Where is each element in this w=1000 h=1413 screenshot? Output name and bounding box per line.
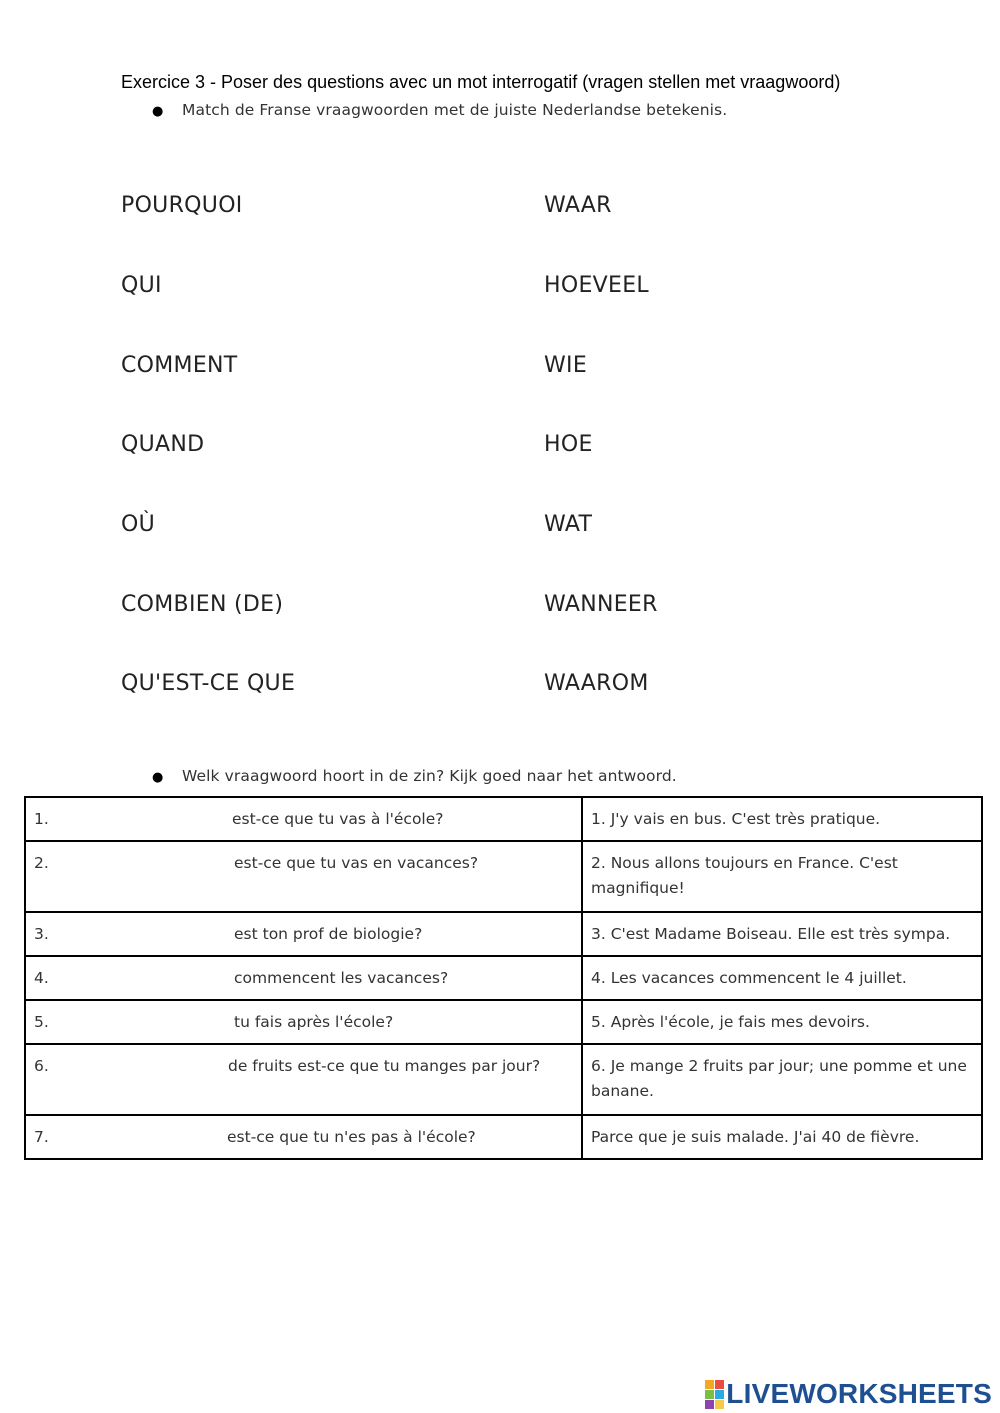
bullet-icon: ● bbox=[152, 770, 164, 785]
question-text: commencent les vacances? bbox=[234, 969, 449, 987]
instruction-matching-text: Match de Franse vraagwoorden met de juiste Nederlandse betekenis. bbox=[182, 101, 728, 119]
instruction-matching bbox=[152, 101, 727, 119]
table-row bbox=[25, 797, 982, 841]
answer-cell: 6. Je mange 2 fruits par jour; une pomme et une banane. bbox=[582, 1044, 982, 1115]
question-number: 3. bbox=[34, 925, 49, 943]
table-row bbox=[25, 841, 982, 912]
bullet-icon: ● bbox=[152, 104, 164, 119]
answer-cell: 1. J'y vais en bus. C'est très pratique. bbox=[582, 797, 982, 841]
french-word: OÙ bbox=[121, 512, 156, 537]
table-row bbox=[25, 912, 982, 956]
liveworksheets-logo bbox=[705, 1378, 992, 1410]
logo-icon bbox=[705, 1380, 724, 1409]
question-cell bbox=[25, 1000, 582, 1044]
question-number: 7. bbox=[34, 1128, 49, 1146]
french-word: COMMENT bbox=[121, 353, 238, 378]
instruction-fill-text: Welk vraagwoord hoort in de zin? Kijk goed naar het antwoord. bbox=[182, 767, 677, 785]
question-text: est-ce que tu n'es pas à l'école? bbox=[227, 1128, 476, 1146]
french-word: COMBIEN (DE) bbox=[121, 592, 284, 617]
question-text: tu fais après l'école? bbox=[234, 1013, 394, 1031]
dutch-word: HOEVEEL bbox=[544, 273, 649, 298]
logo-text: LIVEWORKSHEETS bbox=[726, 1378, 992, 1409]
question-number: 6. bbox=[34, 1057, 49, 1075]
answer-cell: 2. Nous allons toujours en France. C'est magnifique! bbox=[582, 841, 982, 912]
question-text: est-ce que tu vas à l'école? bbox=[232, 810, 444, 828]
question-answer-table bbox=[24, 796, 983, 1160]
question-number: 4. bbox=[34, 969, 49, 987]
answer-cell: 4. Les vacances commencent le 4 juillet. bbox=[582, 956, 982, 1000]
dutch-word: HOE bbox=[544, 432, 593, 457]
question-cell bbox=[25, 956, 582, 1000]
answer-cell: 3. C'est Madame Boiseau. Elle est très sympa. bbox=[582, 912, 982, 956]
question-number: 2. bbox=[34, 854, 49, 872]
question-cell bbox=[25, 1115, 582, 1159]
dutch-word: WANNEER bbox=[544, 592, 658, 617]
table-row bbox=[25, 956, 982, 1000]
dutch-word: WIE bbox=[544, 353, 588, 378]
french-word: POURQUOI bbox=[121, 193, 243, 218]
question-cell bbox=[25, 1044, 582, 1115]
question-cell bbox=[25, 797, 582, 841]
question-text: de fruits est-ce que tu manges par jour? bbox=[228, 1057, 541, 1075]
french-word: QUAND bbox=[121, 432, 205, 457]
french-word: QUI bbox=[121, 273, 162, 298]
exercise-title: Exercice 3 - Poser des questions avec un mot interrogatif (vragen stellen met vraagwoord) bbox=[121, 72, 841, 92]
dutch-word: WAT bbox=[544, 512, 593, 537]
table-row bbox=[25, 1000, 982, 1044]
question-text: est-ce que tu vas en vacances? bbox=[234, 854, 479, 872]
table-row bbox=[25, 1044, 982, 1115]
dutch-word: WAAR bbox=[544, 193, 612, 218]
dutch-word: WAAROM bbox=[544, 671, 649, 696]
question-cell bbox=[25, 841, 582, 912]
answer-cell: Parce que je suis malade. J'ai 40 de fièvre. bbox=[582, 1115, 982, 1159]
question-text: est ton prof de biologie? bbox=[234, 925, 423, 943]
table-row bbox=[25, 1115, 982, 1159]
question-number: 1. bbox=[34, 810, 49, 828]
question-number: 5. bbox=[34, 1013, 49, 1031]
answer-cell: 5. Après l'école, je fais mes devoirs. bbox=[582, 1000, 982, 1044]
instruction-fill bbox=[152, 767, 677, 785]
question-cell bbox=[25, 912, 582, 956]
french-word: QU'EST-CE QUE bbox=[121, 671, 296, 696]
